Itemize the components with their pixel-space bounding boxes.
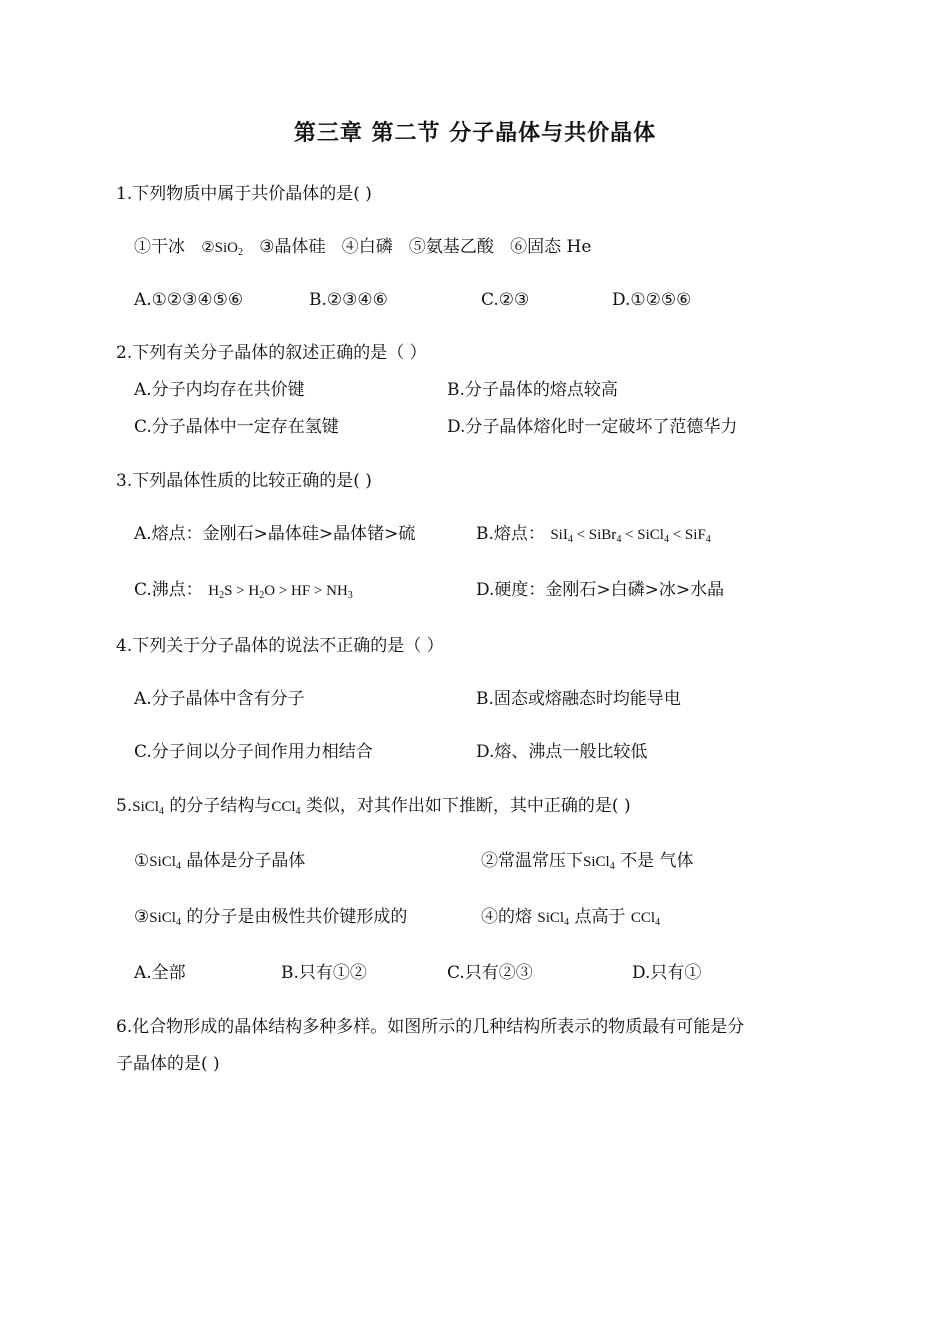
q2-option-a: A.分子内均存在共价键 [134, 380, 305, 400]
item-crystal-silicon: ③晶体硅 [259, 237, 326, 257]
q3-option-c-formula: $H_2S > H_2O$ > HF > $NH_3$ [208, 583, 353, 601]
q1-option-d: D.①②⑤⑥ [612, 290, 692, 310]
page-title: 第三章 第二节 分子晶体与共价晶体 [293, 120, 657, 146]
item-dry-ice: ①干冰 [134, 237, 185, 257]
q4-option-a: A.分子晶体中含有分子 [134, 689, 305, 709]
q2-option-b: B.分子晶体的熔点较高 [447, 380, 618, 400]
question-1-items [134, 235, 591, 260]
q3-option-a: A.熔点：金刚石>晶体硅>晶体锗>硫 [134, 524, 416, 544]
q1-option-b: B.②③④⑥ [309, 290, 388, 310]
q1-option-c: C.②③ [481, 290, 530, 310]
q5-statement-3: ③SiCl$_4$ 的分子是由极性共价键形成的 [134, 907, 408, 928]
q5-option-c: C.只有②③ [447, 963, 533, 983]
item-glycine: ⑤氨基乙酸 [408, 237, 494, 257]
q3-option-d: D.硬度：金刚石>白磷>冰>水晶 [476, 580, 725, 600]
q5-statement-4: ④的熔 SiCl$_4$ 点高于 CCl$_4$ [481, 907, 661, 928]
q3-option-c: C.沸点： $H_2S > H_2O$ > HF > $NH_3$ [134, 580, 353, 601]
q5-option-b: B.只有①② [281, 963, 367, 983]
q1-option-a: A.①②③④⑤⑥ [134, 290, 244, 310]
q5-statement-1: ①SiCl$_4$ 晶体是分子晶体 [134, 851, 306, 872]
question-6-stem-line-2: 子晶体的是( ) [116, 1054, 220, 1074]
q2-option-d: D.分子晶体熔化时一定破坏了范德华力 [447, 417, 738, 437]
q2-option-c: C.分子晶体中一定存在氢键 [134, 417, 339, 437]
question-4-stem: 4.下列关于分子晶体的说法不正确的是（ ） [116, 636, 444, 656]
q3-option-b: B.熔点： SiI$_4$ < SiBr$_4$ < SiCl$_4$ < SiF$_4$ [476, 524, 711, 545]
q3-option-b-formula: SiI$_4$ < SiBr$_4$ < SiCl$_4$ < SiF$_4$ [550, 527, 711, 545]
q4-option-d: D.熔、沸点一般比较低 [476, 742, 648, 762]
formula-ccl4: CCl$_4$ [271, 799, 301, 817]
item-sio2: ②SiO$_2$ [201, 240, 244, 258]
question-1-stem: 1.下列物质中属于共价晶体的是( ) [116, 184, 372, 204]
q5-statement-2: ②常温常压下SiCl$_4$ 不是 气体 [481, 851, 694, 872]
item-solid-he: ⑥固态 He [510, 237, 592, 257]
question-2-stem: 2.下列有关分子晶体的叙述正确的是（ ） [116, 343, 427, 363]
question-6-stem-line-1: 6.化合物形成的晶体结构多种多样。如图所示的几种结构所表示的物质最有可能是分 [116, 1017, 745, 1037]
q5-option-a: A.全部 [134, 963, 186, 983]
q5-option-d: D.只有① [632, 963, 702, 983]
item-white-phosphorus: ④白磷 [341, 237, 393, 257]
formula-sicl4: SiCl$_4$ [132, 799, 164, 817]
question-5-stem: 5.SiCl$_4$ 的分子结构与CCl$_4$ 类似，对其作出如下推断，其中正确的是( ) [116, 796, 631, 817]
q4-option-c: C.分子间以分子间作用力相结合 [134, 742, 373, 762]
q4-option-b: B.固态或熔融态时均能导电 [476, 689, 681, 709]
question-3-stem: 3.下列晶体性质的比较正确的是( ) [116, 471, 372, 491]
